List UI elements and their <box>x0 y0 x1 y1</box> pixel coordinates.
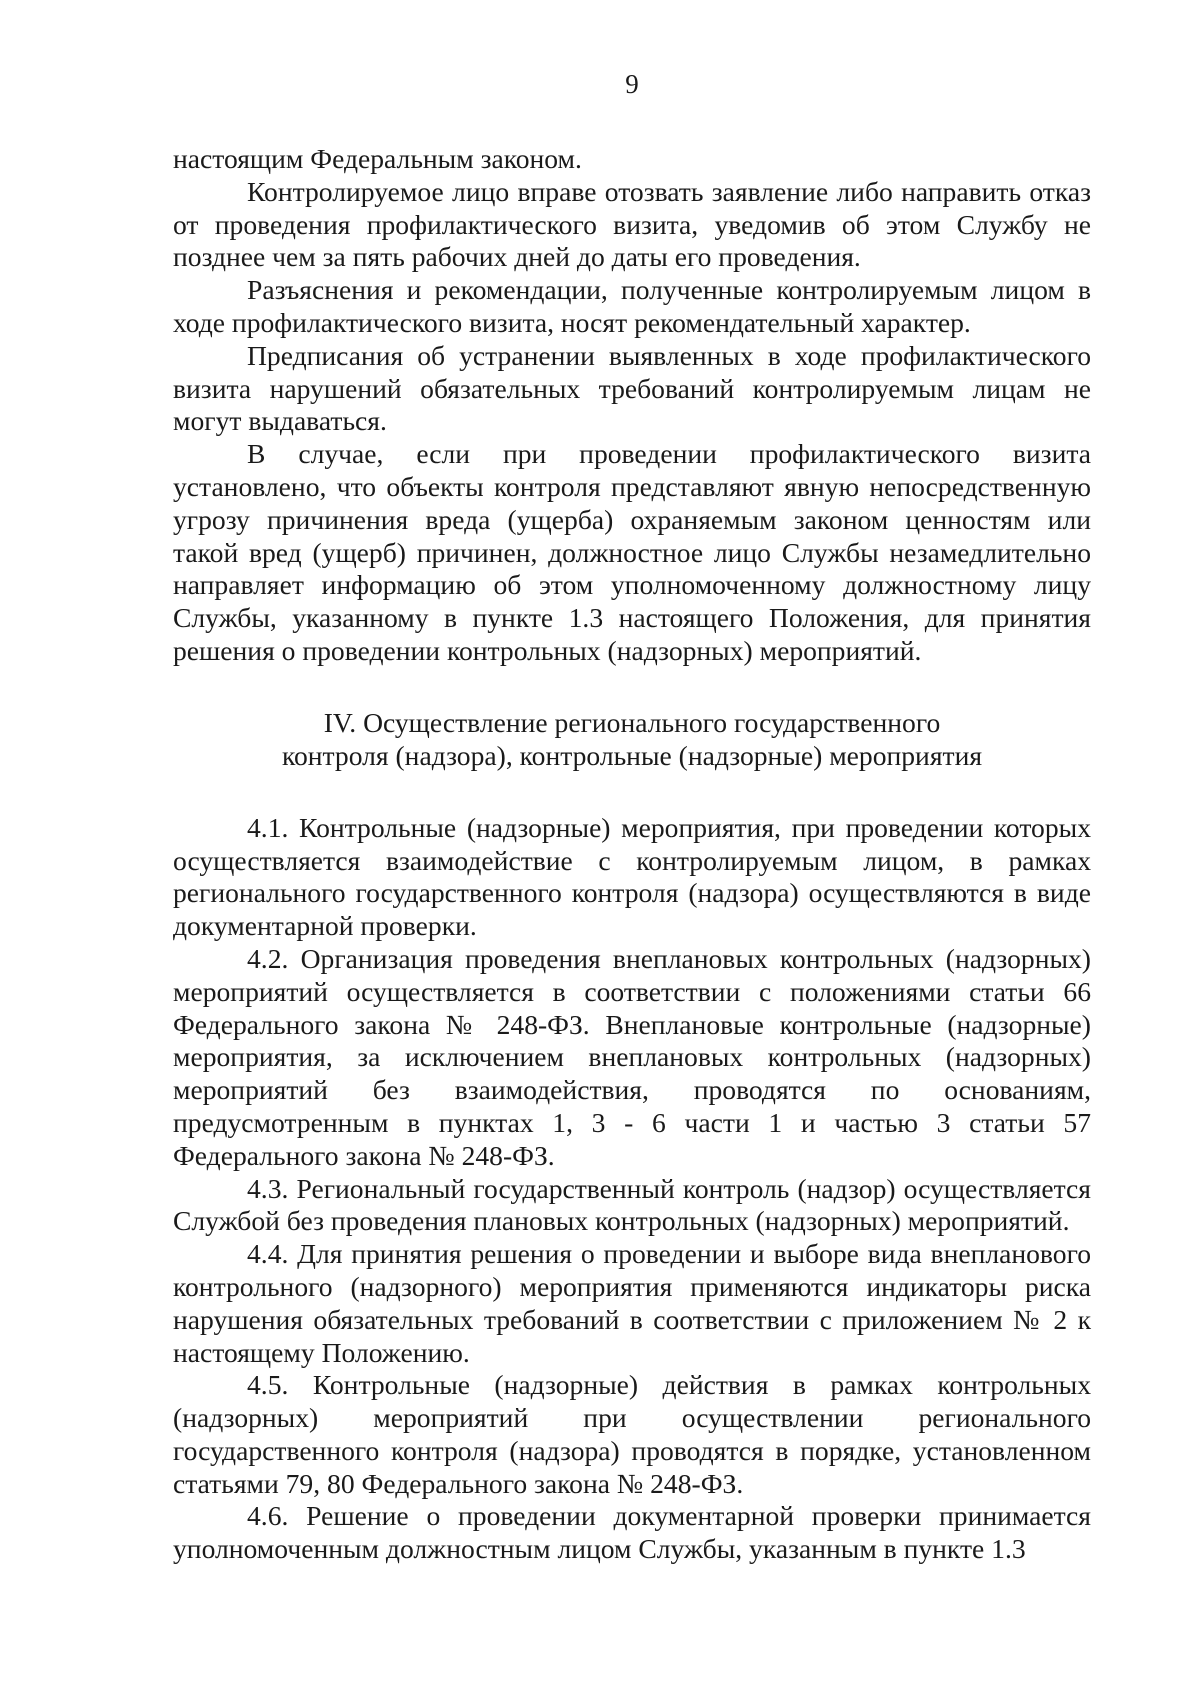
paragraph-prescriptions: Предписания об устранении выявленных в ходе профилактического визита нарушений обязательных требований контролируемым лицам не могут выдаваться. <box>173 339 1091 437</box>
paragraph-explanations: Разъяснения и рекомендации, полученные контролируемым лицом в ходе профилактического визита, носят рекомендательный характер. <box>173 274 1091 338</box>
section-heading-line-2: контроля (надзора), контрольные (надзорные) мероприятия <box>281 739 983 771</box>
paragraph-continuation: настоящим Федеральным законом. <box>173 143 582 174</box>
clause-4-2: 4.2. Организация проведения внеплановых контрольных (надзорных) мероприятий осуществляется в соответствии с положениями статьи 66 Федерального закона № 248-ФЗ. Внеплановые контрольные (надзорные) мероприятия, за исключением внеплановых контрольных (надзорных) мероприятий без взаимодействия, проводятся по основаниям, предусмотренным в пунктах 1, 3 - 6 части 1 и частью 3 статьи 57 Федерального закона № 248-ФЗ. <box>173 942 1091 1171</box>
document-body <box>173 143 1091 1566</box>
page-number: 9 <box>625 69 639 99</box>
clause-4-6: 4.6. Решение о проведении документарной проверки принимается уполномоченным должностным лицом Службы, указанным в пункте 1.3 <box>173 1500 1091 1565</box>
section-heading-line-1: IV. Осуществление регионального государственного <box>323 706 941 738</box>
paragraph-threat-case: В случае, если при проведении профилактического визита установлено, что объекты контроля представляют явную непосредственную угрозу причинения вреда (ущерба) охраняемым законом ценностям или такой вред (ущерб) причинен, должностное лицо Службы незамедлительно направляет информацию об этом уполномоченному должностному лицу Службы, указанному в пункте 1.3 настоящего Положения, для принятия решения о проведении контрольных (надзорных) мероприятий. <box>173 438 1091 666</box>
clause-4-3: 4.3. Региональный государственный контроль (надзор) осуществляется Службой без проведения плановых контрольных (надзорных) мероприятий. <box>173 1172 1091 1237</box>
clause-4-5: 4.5. Контрольные (надзорные) действия в рамках контрольных (надзорных) мероприятий при осуществлении регионального государственного контроля (надзора) проводятся в порядке, установленном статьями 79, 80 Федерального закона № 248-ФЗ. <box>173 1369 1091 1499</box>
clause-4-4: 4.4. Для принятия решения о проведении и выборе вида внепланового контрольного (надзорного) мероприятия применяются индикаторы риска нарушения обязательных требований в соответствии с приложением № 2 к настоящему Положению. <box>173 1238 1091 1368</box>
paragraph-withdraw-application: Контролируемое лицо вправе отозвать заявление либо направить отказ от проведения профилактического визита, уведомив об этом Службу не позднее чем за пять рабочих дней до даты его проведения. <box>173 175 1091 273</box>
section-heading <box>173 706 1091 772</box>
clause-4-1: 4.1. Контрольные (надзорные) мероприятия, при проведении которых осуществляется взаимодействие с контролируемым лицом, в рамках регионального государственного контроля (надзора) осуществляются в виде документарной проверки. <box>173 811 1091 942</box>
